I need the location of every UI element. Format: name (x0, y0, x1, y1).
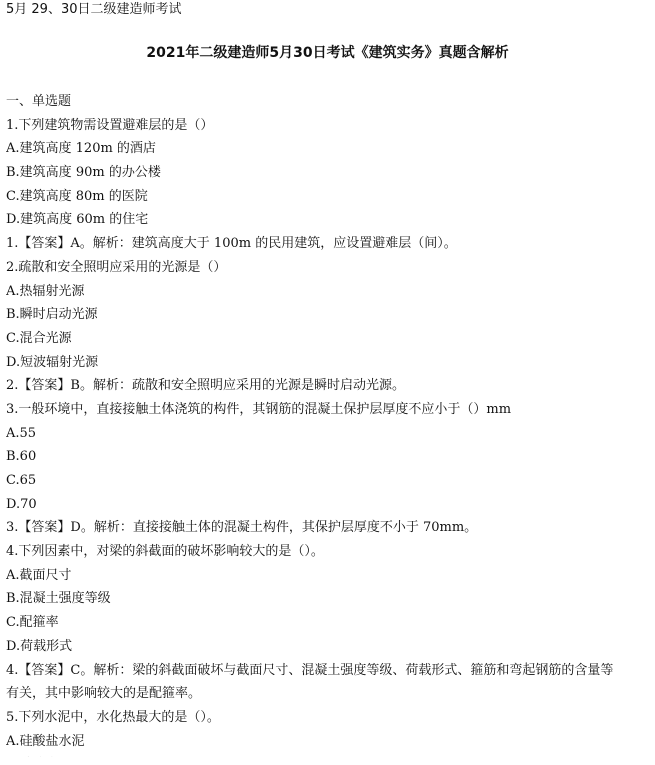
header-note: 5月 29、30日二级建造师考试 (6, 2, 182, 17)
option-text: D.短波辐射光源 (6, 354, 99, 370)
section-heading: 一、单选题 (6, 94, 72, 109)
option-text: D.70 (6, 496, 37, 512)
option-text: B.建筑高度 90m 的办公楼 (6, 165, 161, 181)
option-text: B.瞬时启动光源 (6, 307, 98, 323)
option-text: D.荷载形式 (6, 638, 73, 654)
option-text: B.60 (6, 449, 37, 465)
question-text: 3.一般环境中，直接接触土体浇筑的构件，其钢筋的混凝土保护层厚度不应小于（）mm (6, 401, 512, 417)
option-text: C.配箍率 (6, 615, 59, 631)
question-text: 1.下列建筑物需设置避难层的是（） (6, 117, 214, 133)
answer-text: 1.【答案】A。解析：建筑高度大于 100m 的民用建筑，应设置避难层（间）。 (6, 236, 457, 252)
option-text: A.截面尺寸 (6, 567, 72, 583)
option-text: C.混合光源 (6, 330, 72, 346)
option-text: A.硅酸盐水泥 (6, 733, 85, 749)
option-text: A.55 (6, 425, 37, 441)
option-text: A.建筑高度 120m 的酒店 (6, 141, 156, 157)
document-body (6, 90, 652, 765)
option-text: D.建筑高度 60m 的住宅 (6, 212, 149, 228)
page-bottom-edge (0, 757, 655, 765)
question-text: 5.下列水泥中，水化热最大的是（）。 (6, 709, 220, 725)
answer-text: 4.【答案】C。解析：梁的斜截面破坏与截面尺寸、混凝土强度等级、荷载形式、箍筋和弯起钢筋的含量等 (6, 662, 614, 678)
option-text: B.混凝土强度等级 (6, 591, 111, 607)
question-text: 4.下列因素中，对梁的斜截面的破坏影响较大的是（）。 (6, 544, 324, 560)
answer-text: 2.【答案】B。解析：疏散和安全照明应采用的光源是瞬时启动光源。 (6, 378, 405, 394)
answer-text: 3.【答案】D。解析：直接接触土体的混凝土构件，其保护层厚度不小于 70mm。 (6, 520, 478, 536)
option-text: C.65 (6, 473, 37, 488)
answer-text-continued: 有关，其中影响较大的是配箍率。 (6, 686, 202, 702)
question-text: 2.疏散和安全照明应采用的光源是（） (6, 259, 227, 275)
document-title: 2021年二级建造师5月30日考试《建筑实务》真题含解析 (146, 45, 509, 61)
option-text: A.热辐射光源 (6, 283, 85, 299)
option-text: C.建筑高度 80m 的医院 (6, 188, 148, 204)
